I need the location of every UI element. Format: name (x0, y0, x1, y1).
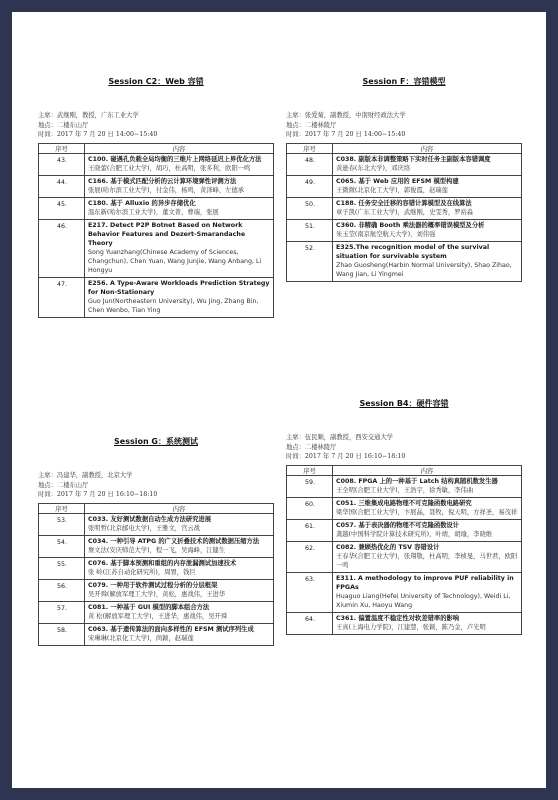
paper-title: C081. 一种基于 GUI 模型的脚本组合方法 (88, 603, 210, 611)
paper-entry (333, 175, 522, 197)
table-row (287, 241, 522, 281)
col-header-content: 内容 (333, 465, 522, 475)
paper-table (286, 465, 522, 635)
paper-title: C082. 兼顾热优化的 TSV 容错设计 (336, 543, 440, 551)
table-row (287, 475, 522, 497)
session-time: 时间：2017 年 7 月 20 日 14:00−15:40 (286, 131, 406, 138)
paper-entry (333, 241, 522, 281)
table-row (39, 277, 274, 317)
col-header-number: 序号 (39, 503, 85, 513)
paper-authors: 王春华(合肥工业大学)，张翔敬，杜高明，李桢旻，马世君，欧阳一鸣 (336, 552, 518, 569)
paper-entry (85, 153, 274, 175)
paper-number: 58. (39, 623, 85, 645)
table-row (39, 601, 274, 623)
paper-title: C180. 基于 Alluxio 的异步存储优化 (88, 199, 196, 207)
paper-authors: 王晓蕾(合肥工业大学)，胡巧，杜高明，张多利，欧阳一鸣 (88, 164, 251, 172)
paper-title: C079. 一种用于软件测试过程分析的分层框架 (88, 581, 218, 589)
program-page (12, 12, 546, 788)
paper-title: E311. A methodology to improve PUF reliability in FPGAs (336, 574, 514, 591)
paper-entry (85, 175, 274, 197)
paper-table (38, 143, 274, 318)
paper-authors: 张明哲(北京邮电大学)，王雅文，宫云战 (88, 524, 200, 532)
paper-title: C038. 副版本非调整策略下实时任务主副版本容错调度 (336, 155, 491, 163)
table-row (287, 497, 522, 519)
session-chair: 主席：冯建华，副教授，北京大学 (38, 472, 133, 479)
paper-authors: 章子凯(广东工业大学)，武继刚，史雯秀，罗裕淼 (336, 208, 474, 216)
session-chair: 主席：伍民顺，副教授，西安交通大学 (286, 434, 394, 441)
table-row (287, 175, 522, 197)
paper-authors: 温东新(哈尔滨工业大学)，董文菁，曹瑞，张展 (88, 208, 219, 216)
paper-title: C076. 基于脚本预测和重组的内存泄漏测试加速技术 (88, 559, 237, 567)
paper-number: 59. (287, 475, 333, 497)
paper-title: C008. FPGA 上的一种基于 Latch 结构真随机数发生器 (336, 477, 498, 485)
paper-authors: 詹文法(安庆师范大学)，程一飞，吴海峰，江健生 (88, 546, 226, 554)
paper-number: 53. (39, 513, 85, 535)
table-row (287, 219, 522, 241)
table-row (287, 197, 522, 219)
paper-entry (333, 497, 522, 519)
col-header-number: 序号 (287, 143, 333, 153)
paper-title: C188. 任务安全迁移的容错计算模型及在线算法 (336, 199, 472, 207)
paper-entry (85, 535, 274, 557)
paper-number: 51. (287, 219, 333, 241)
session-location: 地点：二楼林陵厅 (286, 443, 337, 451)
paper-number: 47. (39, 277, 85, 317)
session-c2 (38, 76, 274, 318)
table-row (287, 572, 522, 612)
paper-number: 63. (287, 572, 333, 612)
paper-number: 60. (287, 497, 333, 519)
paper-title: E217. Detect P2P Botnet Based on Network Behavior Features and Dezert-Smarandache Theory (88, 221, 246, 247)
paper-authors: Guo Jun(Northeastern University), Wu Jing, Zhang Bin, Chen Wenbo, Tian Ying (88, 297, 259, 314)
paper-entry (85, 219, 274, 277)
paper-number: 44. (39, 175, 85, 197)
paper-authors: 黄逊春(东北大学)，邓庆络 (336, 164, 411, 172)
paper-title: C100. 碰遇孔负载全局均衡的三维片上网络延迟上界优化方法 (88, 155, 262, 163)
paper-authors: 黄 松(解放军理工大学)，王进华，惠战伟，吴开舜 (88, 612, 228, 620)
table-row (39, 513, 274, 535)
paper-entry (333, 519, 522, 541)
paper-number: 62. (287, 541, 333, 572)
session-f (286, 76, 522, 282)
paper-title: E325.The recognition model of the survival situation for survivable system (336, 243, 490, 260)
paper-number: 61. (287, 519, 333, 541)
col-header-content: 内容 (85, 503, 274, 513)
table-row (39, 197, 274, 219)
paper-table (286, 143, 522, 282)
session-time: 时间：2017 年 7 月 20 日 14:00−15:40 (38, 131, 158, 138)
paper-authors: 梁华国(合肥工业大学)，卞展晶，聂牧，倪天明，方祥圣，易茂祥 (336, 508, 518, 516)
paper-number: 57. (39, 601, 85, 623)
paper-authors: 王全明(合肥工业大学)，王浩宇，徐秀敏，李伟曲 (336, 486, 474, 494)
table-row (287, 519, 522, 541)
paper-authors: 宋琳琳(北京化工大学)，尚颖，赵瑞莲 (88, 634, 194, 642)
paper-authors: 王微微(北京化工大学)，郭俊霞，赵瑞莲 (336, 186, 448, 194)
paper-entry (85, 197, 274, 219)
paper-entry (333, 197, 522, 219)
session-location: 地点：二楼东山厅 (38, 121, 89, 129)
paper-number: 45. (39, 197, 85, 219)
paper-title: C033. 友好测试数据自动生成方法研究进展 (88, 515, 212, 523)
paper-title: C166. 基于模式匹配分析的云计算环境弹性评测方法 (88, 177, 237, 185)
paper-number: 64. (287, 612, 333, 634)
paper-authors: 吴开舜(解放军理工大学)，黄松，惠战伟，王进华 (88, 590, 226, 598)
paper-number: 49. (287, 175, 333, 197)
col-header-number: 序号 (39, 143, 85, 153)
session-chair: 主席：武继刚，教授，广东工业大学 (38, 112, 139, 119)
paper-authors: Huaguo Liang(Hefei University of Technology), Weidi Li, Xiumin Xu, Haoyu Wang (336, 592, 511, 609)
paper-number: 55. (39, 557, 85, 579)
paper-number: 50. (287, 197, 333, 219)
table-row (39, 175, 274, 197)
paper-title: C065. 基于 Web 应用的 EFSM 模型构建 (336, 177, 459, 185)
paper-title: C063. 基于遗传算法的面向多样性的 EFSM 测试序列生成 (88, 625, 254, 633)
session-location: 地点：二楼东山厅 (38, 481, 89, 489)
table-row (39, 579, 274, 601)
table-row (287, 541, 522, 572)
col-header-content: 内容 (333, 143, 522, 153)
paper-authors: Song Yuanzhang(Chinese Academy of Sciences, Changchun), Chen Yuan, Wang Junjie, Wang Anbang, Li Hongyu (88, 248, 262, 274)
session-title: Session G：系统测试 (114, 437, 198, 446)
paper-title: C360. 非精确 Booth 乘法器的概率错误模型及分析 (336, 221, 485, 229)
table-row (39, 623, 274, 645)
session-time: 时间：2017 年 7 月 20 日 16:10−18:10 (286, 453, 406, 460)
paper-number: 43. (39, 153, 85, 175)
paper-authors: 张 岭(江苏自动化研究所)，周胃，钱巨 (88, 568, 196, 576)
paper-entry (333, 541, 522, 572)
paper-entry (333, 572, 522, 612)
session-g (38, 436, 274, 646)
paper-entry (85, 623, 274, 645)
paper-entry (85, 513, 274, 535)
col-header-content: 内容 (85, 143, 274, 153)
paper-authors: Zhao Guosheng(Harbin Normal University), Shao Zihao, Wang Jian, Li Yingmei (336, 261, 512, 278)
paper-entry (333, 612, 522, 634)
session-chair: 主席：张爱菊，副教授，中南财经政法大学 (286, 112, 406, 119)
paper-entry (85, 557, 274, 579)
paper-entry (85, 277, 274, 317)
paper-number: 48. (287, 153, 333, 175)
paper-entry (85, 601, 274, 623)
paper-entry (333, 153, 522, 175)
paper-entry (85, 579, 274, 601)
paper-authors: 张展(哈尔滨工业大学)，付金伟，杨鸣，黄泽峰，左德承 (88, 186, 245, 194)
paper-entry (333, 219, 522, 241)
session-location: 地点：二楼林陵厅 (286, 121, 337, 129)
session-title: Session F：容错模型 (362, 77, 446, 86)
table-row (287, 153, 522, 175)
table-row (39, 219, 274, 277)
table-row (39, 557, 274, 579)
paper-number: 46. (39, 219, 85, 277)
paper-authors: 龚越(中国科学院计算技术研究所)，叶靖，胡瑜，李晓维 (336, 530, 493, 538)
session-title: Session C2：Web 容错 (108, 77, 204, 86)
paper-authors: 王真(上海电力学院)，江建慧，张颖，陈乃金，卢光明 (336, 623, 486, 631)
paper-entry (333, 475, 522, 497)
paper-title: C361. 偏置温度不稳定性对软差错率的影响 (336, 614, 460, 622)
paper-title: C034. 一种引导 ATPG 的广义折叠技术的测试数据压缩方法 (88, 537, 260, 545)
col-header-number: 序号 (287, 465, 333, 475)
session-title: Session B4：硬件容错 (359, 399, 449, 408)
paper-table (38, 503, 274, 646)
paper-title: C051. 三维集成电路物理不可克隆函数电路研究 (336, 499, 472, 507)
table-row (287, 612, 522, 634)
paper-title: C057. 基于表决器的物理不可克隆函数设计 (336, 521, 460, 529)
table-row (39, 535, 274, 557)
paper-number: 54. (39, 535, 85, 557)
paper-authors: 朱玉莹(南京航空航天大学)，刘伟强 (336, 230, 436, 238)
paper-number: 56. (39, 579, 85, 601)
paper-number: 52. (287, 241, 333, 281)
session-time: 时间：2017 年 7 月 20 日 16:10−18:10 (38, 491, 158, 498)
table-row (39, 153, 274, 175)
paper-title: E256. A Type-Aware Workloads Prediction Strategy for Non-Stationary (88, 279, 270, 296)
session-b4 (286, 398, 522, 635)
